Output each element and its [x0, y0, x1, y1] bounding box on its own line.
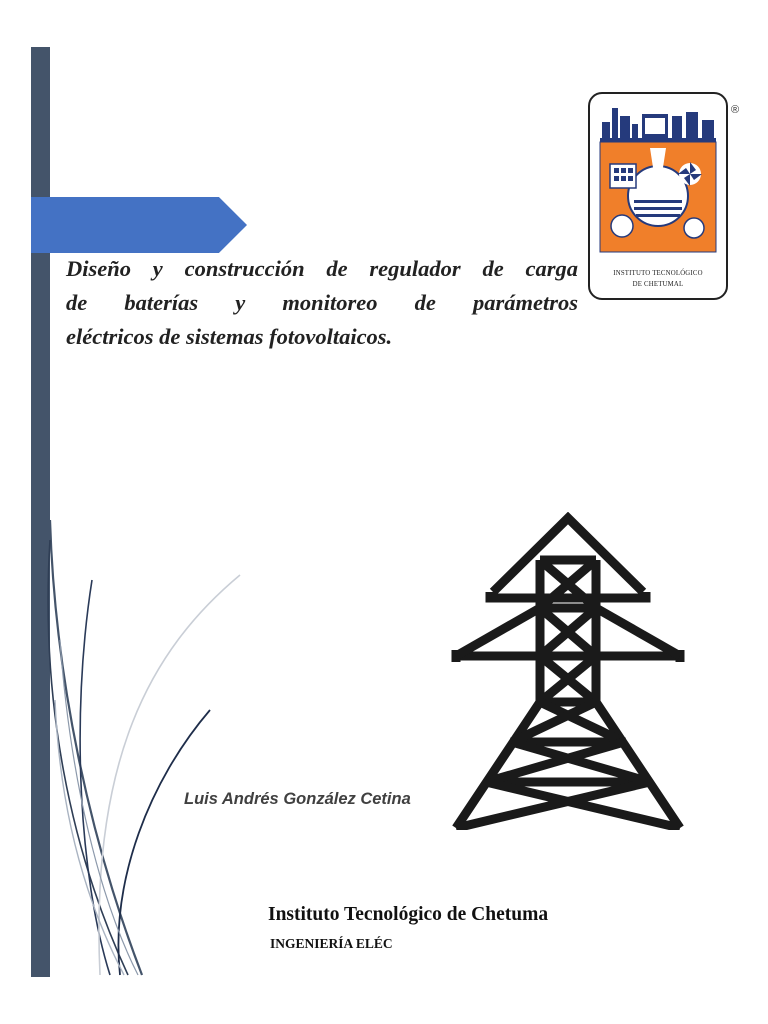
logo-caption-line-2: DE CHETUMAL — [632, 281, 684, 288]
logo-caption-line-1: INSTITUTO TECNOLÓGICO — [613, 270, 703, 277]
registered-mark: ® — [731, 104, 740, 116]
cover-tab-arrow — [31, 197, 247, 253]
title-line-1: Diseño y construcción de regulador de carga — [66, 256, 578, 281]
author-name: Luis Andrés González Cetina — [184, 790, 411, 808]
title-line-2: de baterías y monitoreo de parámetros — [66, 290, 578, 315]
title-line-3: eléctricos de sistemas fotovoltaicos. — [66, 324, 393, 349]
career-name: INGENIERÍA ELÉC — [270, 936, 393, 951]
institution-clip — [268, 904, 586, 932]
institute-logo — [588, 92, 728, 300]
document-title — [66, 252, 578, 354]
logo-emblem — [590, 94, 726, 266]
decorative-swoosh — [0, 520, 260, 980]
institution-name: Instituto Tecnológico de Chetuma — [268, 904, 549, 925]
electrical-tower-icon — [448, 512, 688, 830]
career-clip — [270, 936, 432, 956]
